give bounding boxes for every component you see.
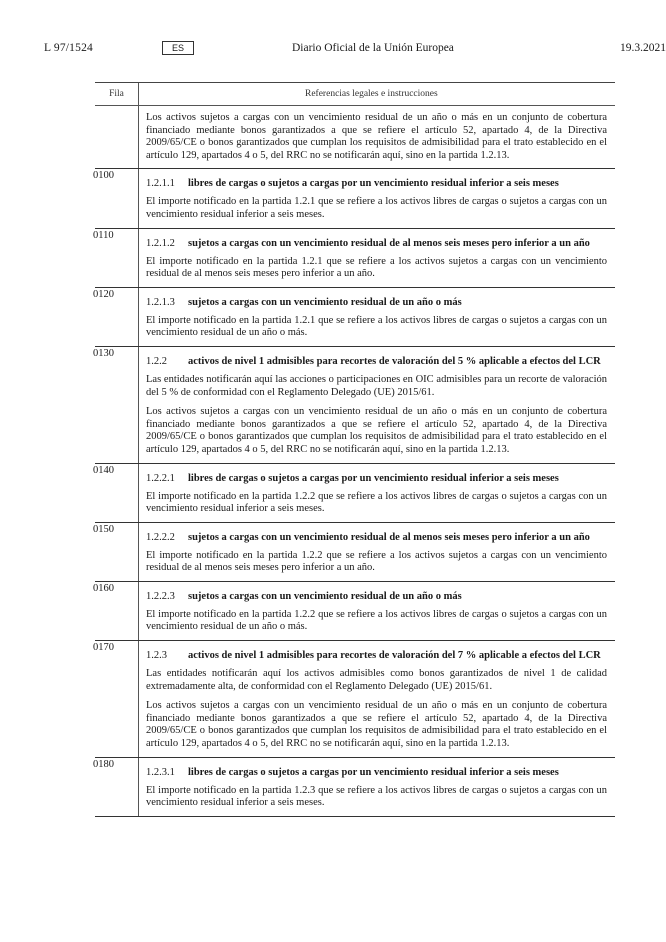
row-paragraph: Las entidades notificarán aquí los activos admisibles como bonos garantizados de nivel 1 de calidad extremadamente alta, de conformidad con el Reglamento Delegado (UE) 2015/61. <box>146 668 607 692</box>
row-code: 0110 <box>93 229 114 241</box>
row-content <box>138 758 615 816</box>
row-code: 0150 <box>93 523 114 535</box>
row-heading-text: activos de nivel 1 admisibles para recortes de valoración del 5 % aplicable a efectos del LCR <box>188 355 601 367</box>
row-heading <box>146 766 607 779</box>
row-paragraph: Las entidades notificarán aquí las acciones o participaciones en OIC admisibles para un recorte de valoración del 5 % de conformidad con el Reglamento Delegado (UE) 2015/61. <box>146 373 607 398</box>
row-content <box>138 169 615 227</box>
language-badge: ES <box>162 41 194 55</box>
table-header <box>95 83 615 106</box>
row-item-number: 1.2.2.2 <box>146 531 175 543</box>
row-paragraph: Los activos sujetos a cargas con un vencimiento residual de un año o más en un conjunto de cobertura financiado mediante bonos garantizados a que se refiere el artículo 52, apartado 4, de la Directiva 2009/65/CE o bonos garantizados que cumplan los requisitos de admisibilidad para el trato establecido en el artículo 129, apartados 4 o 5, del RRC no se notificarán aquí, sino en la partida 1.2.13. <box>146 406 607 455</box>
row-heading-text: sujetos a cargas con un vencimiento residual de un año o más <box>188 296 462 308</box>
row-paragraph: El importe notificado en la partida 1.2.2 que se refiere a los activos libres de cargas o sujetos a cargas con un vencimiento residual de un año o más. <box>146 608 607 633</box>
row-paragraph: El importe notificado en la partida 1.2.1 que se refiere a los activos libres de cargas o sujetos a cargas con un vencimiento residual de un año o más. <box>146 314 607 339</box>
references-table <box>95 82 615 817</box>
row-item-number: 1.2.1.2 <box>146 237 175 249</box>
row-heading-text: activos de nivel 1 admisibles para recortes de valoración del 7 % aplicable a efectos del LCR <box>188 650 601 662</box>
row-heading-text: sujetos a cargas con un vencimiento residual de al menos seis meses pero inferior a un año <box>188 531 590 543</box>
row-code: 0140 <box>93 464 114 476</box>
row-heading <box>146 472 607 485</box>
row-paragraph: El importe notificado en la partida 1.2.1 que se refiere a los activos sujetos a cargas con un vencimiento residual de al menos seis meses pero inferior a un año. <box>146 255 607 280</box>
row-item-number: 1.2.3.1 <box>146 766 175 778</box>
row-heading <box>146 590 607 603</box>
row-content <box>138 582 615 640</box>
table-row <box>95 641 615 758</box>
row-heading-text: libres de cargas o sujetos a cargas por un vencimiento residual inferior a seis meses <box>188 178 559 190</box>
row-content <box>138 523 615 581</box>
row-heading-text: sujetos a cargas con un vencimiento residual de un año o más <box>188 590 462 602</box>
row-heading-text: sujetos a cargas con un vencimiento residual de al menos seis meses pero inferior a un año <box>188 237 590 249</box>
table-row <box>95 106 615 169</box>
row-item-number: 1.2.3 <box>146 650 167 662</box>
row-item-number: 1.2.2.1 <box>146 472 175 484</box>
row-code: 0100 <box>93 170 114 182</box>
row-code: 0130 <box>93 347 114 359</box>
table-row <box>95 229 615 288</box>
row-heading-text: libres de cargas o sujetos a cargas por un vencimiento residual inferior a seis meses <box>188 766 559 778</box>
table-row <box>95 288 615 347</box>
row-heading <box>146 177 607 190</box>
journal-title: Diario Oficial de la Unión Europea <box>292 42 454 54</box>
row-content <box>138 288 615 346</box>
row-code: 0160 <box>93 582 114 594</box>
row-paragraph: El importe notificado en la partida 1.2.3 que se refiere a los activos libres de cargas o sujetos a cargas con un vencimiento residual inferior a seis meses. <box>146 784 607 809</box>
table-row <box>95 464 615 523</box>
row-heading <box>146 296 607 309</box>
row-paragraph: Los activos sujetos a cargas con un vencimiento residual de un año o más en un conjunto de cobertura financiado mediante bonos garantizados a que se refiere el artículo 52, apartado 4, de la Directiva 2009/65/CE o bonos garantizados que cumplan los requisitos de admisibilidad para el trato establecido en el artículo 129, apartados 4 o 5, del RRC no se notificarán aquí, sino en la partida 1.2.13. <box>146 700 607 750</box>
row-content <box>138 106 615 168</box>
column-header-references: Referencias legales e instrucciones <box>305 89 438 99</box>
row-paragraph: Los activos sujetos a cargas con un vencimiento residual de un año o más en un conjunto de cobertura financiado mediante bonos garantizados a que se refiere el artículo 52, apartado 4, de la Directiva 2009/65/CE o bonos garantizados que cumplan los requisitos de admisibilidad para el trato establecido en el artículo 129, apartados 4 o 5, del RRC no se notificarán aquí, sino en la partida 1.2.13. <box>146 112 607 161</box>
row-item-number: 1.2.2.3 <box>146 590 175 602</box>
table-row <box>95 523 615 582</box>
row-content <box>138 641 615 757</box>
row-content <box>138 347 615 463</box>
row-code: 0120 <box>93 288 114 300</box>
row-heading <box>146 531 607 544</box>
row-code: 0170 <box>93 642 114 654</box>
row-paragraph: El importe notificado en la partida 1.2.2 que se refiere a los activos sujetos a cargas con un vencimiento residual de al menos seis meses pero inferior a un año. <box>146 549 607 574</box>
table-row <box>95 758 615 817</box>
row-paragraph: El importe notificado en la partida 1.2.1 que se refiere a los activos libres de cargas o sujetos a cargas con un vencimiento residual inferior a seis meses. <box>146 196 607 220</box>
row-paragraph: El importe notificado en la partida 1.2.2 que se refiere a los activos libres de cargas o sujetos a cargas con un vencimiento residual inferior a seis meses. <box>146 490 607 515</box>
table-body <box>95 106 615 817</box>
publication-date: 19.3.2021 <box>620 42 666 54</box>
row-content <box>138 229 615 287</box>
table-row <box>95 347 615 464</box>
row-heading-text: libres de cargas o sujetos a cargas por un vencimiento residual inferior a seis meses <box>188 472 559 484</box>
row-content <box>138 464 615 522</box>
table-row <box>95 582 615 641</box>
row-item-number: 1.2.1.1 <box>146 178 175 190</box>
row-heading <box>146 355 607 368</box>
row-code: 0180 <box>93 758 114 770</box>
column-header-row: Fila <box>95 83 139 105</box>
table-row <box>95 169 615 228</box>
journal-reference: L 97/1524 <box>44 42 93 54</box>
row-heading <box>146 237 607 250</box>
row-item-number: 1.2.2 <box>146 355 167 367</box>
row-heading <box>146 649 607 662</box>
page-header <box>44 40 666 56</box>
row-item-number: 1.2.1.3 <box>146 296 175 308</box>
